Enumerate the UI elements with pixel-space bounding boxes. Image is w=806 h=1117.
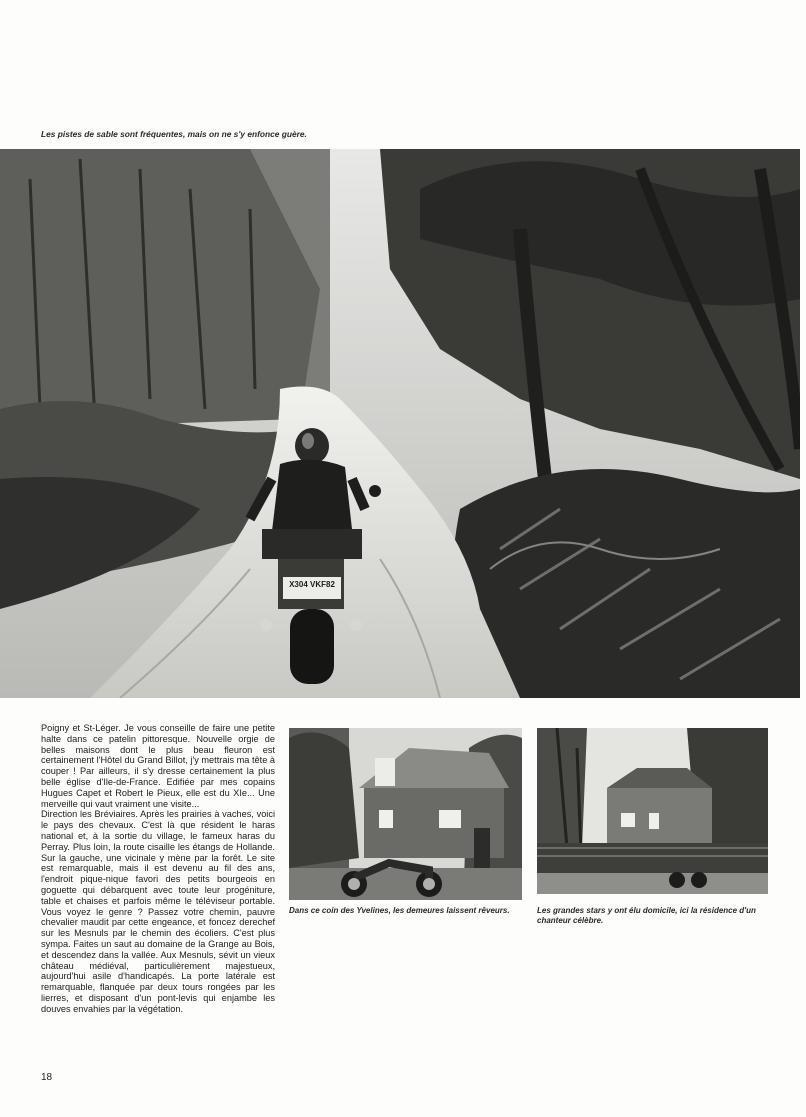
photo-thatched-cottage <box>289 728 522 900</box>
article-body <box>41 723 275 1015</box>
forest-track-illustration <box>0 149 800 698</box>
top-photo-caption: Les pistes de sable sont fréquentes, mais on ne s'y enfonce guère. <box>41 129 307 139</box>
cottage-illustration <box>289 728 522 900</box>
house-illustration <box>537 728 768 894</box>
main-photo-forest-sand-track <box>0 149 800 698</box>
page-number: 18 <box>41 1072 53 1083</box>
caption-cottage-photo: Dans ce coin des Yvelines, les demeures laissent rêveurs. <box>289 906 510 915</box>
photo-country-house <box>537 728 768 894</box>
caption-house-photo: Les grandes stars y ont élu domicile, ici la résidence d'un chanteur célèbre. <box>537 906 756 925</box>
body-paragraph-2: Direction les Bréviaires. Après les prairies à vaches, voici le pays des chevaux. C'est là que résident le haras national et, à la sortie du village, le fameux haras du Perray. Plus loin, la route cisaille les étangs de Hollande. Sur la gauche, une vicinale y mène par la forêt. Le site est remarquable, mais il est devenu au fil des ans, l'endroit pique-nique favori des petits bourgeois en goguette qui débarquent avec toute leur progéniture, table et chaises et parfois même le téléviseur portable. Vous voyez le genre ? Passez votre chemin, pauvre chevalier maudit par cette engeance, et foncez derechef sur les Mesnuls par le chemin des écoliers. C'est plus sympa. Faites un saut au domaine de la Grange au Bois, et descendez dans la vallée. Aux Mesnuls, sévit un vieux château médiéval, particulièrement majestueux, aujourd'hui asile d'handicapés. La porte latérale est remarquable, flanquée par deux tours rongées par les lierres, et disposant d'un pont-levis qui enjambe les douves envahies par la végétation. <box>41 809 275 1014</box>
body-paragraph-1: Poigny et St-Léger. Je vous conseille de faire une petite halte dans ce patelin pittoresque. Nouvelle orgie de belles maisons dont le plus beau fleuron est certainement l'Hôtel du Grand Billot, j'y mettrais ma tête à couper ! Par ailleurs, il s'y dresse certainement la plus belle église d'Ile-de-France. Edifiée par mes copains Hugues Capet et Robert le Pieux, elle est du XIe... Une merveille qui vaut vraiment une visite... <box>41 723 275 809</box>
license-plate-text: X304 VKF82 <box>289 580 335 589</box>
